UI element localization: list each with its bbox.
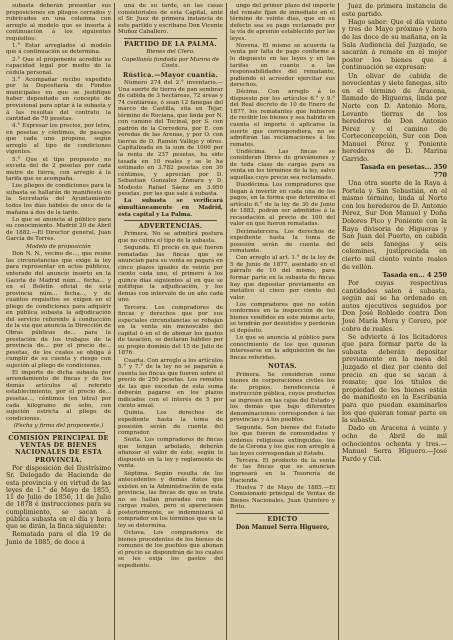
paragraph: Octava. Los compradores de bienes procedentes de los bienes de comunes de los pueblos que abonan el precio se dispondrán de los cuales se les exija los gastos del expediente. — [118, 530, 223, 569]
paragraph: Dado en Aracena á veinte y ocho de Abril de mil ochocientos ochenta y tres.—Manuel Serra Higuero.—José Pardo y Cid. — [342, 424, 447, 463]
paragraph: Undécima. Las fincas se consideran libres de gravámenes y de toda clase de cargas para su venta en los términos de la ley, salvo aquellas cuyo precio sea reclamado. — [230, 148, 335, 181]
paragraph: Tercera. Los compradores de fincas y derechos que por sus especiales circunstancias se rebajan en la venta sin menoscabo del capital ó en el de abonar los gastos de tasación, se declaran hábiles por su propio dominio del 15 de Julio de 1876. — [118, 304, 223, 357]
paragraph: Novena. El mismo se acuerda la venta por falta de pago conforme á lo dispuesto en las leyes y en las tarifas en cuanto a las responsabilidades del rematante, pudiendo el acreedor ejercitar sus derechos. — [230, 42, 335, 89]
paragraph: Sexta. Los compradores de fincas que tengan arbolado, deberán afianzar el valor de éste, según lo dispuesto en la ley y reglamento de venta. — [118, 437, 223, 470]
paragraph: Los compradores que no estén conformes en la inspección de los bienes vendidos en este mismo acto, se tendrán por desistidos y perderán el depósito. — [230, 301, 335, 334]
paragraph: Don N. N., vecino de..., que reune las circunstancias que exige la ley para representar en actos públicos, enterado del anuncio inserto en la Gaceta de Madrid núm... fecha... y en el Boletín oficial de esta provincia núm... fecha..., y de cuantos requisitos se exigen en el pliego de condiciones para adquirir en pública subasta la adjudicación del servicio referente á conducción de la vía que anuncia la Dirección de Obras públicas de... para la prestación de los trabajos de la provincia de... por el precio de... pesetas, de los cuales se obliga á cumplir de su cuenta y riesgo con sujeción al pliego de condiciones. — [6, 251, 111, 369]
paragraph: Juez de primera instancia de este partido. — [342, 3, 447, 18]
divider — [12, 432, 105, 433]
paragraph: Con arreglo al art. 1.° de la ley de 5 de Junio de 1877, asentado en el párrafo de 10 del mismo, para formar parte en la subasta de fincas hay que depositar previamente en metálico el cinco por ciento del valor. — [230, 255, 335, 301]
paragraph: Primera. Se consideran como bienes de corporaciones civiles los de propios, beneficencia é instrucción pública, cuyos productos se ingresen en las cajas del Estado y los demás que bajo diferentes denominaciones corresponden á las provincias y á los pueblos. — [230, 371, 335, 424]
paragraph: Primera. No se admitirá postura que no cubra el tipo de la subasta. — [118, 231, 223, 244]
section-heading: COMISIÓN PRINCIPAL DE VENTAS DE BIENES NACIONALES DE ESTA PROVINCIA. — [8, 434, 109, 464]
paragraph: La subasta se verificará simultáneamente en Madrid, esta capital y La Palma. — [118, 198, 223, 218]
divider — [124, 38, 217, 39]
paragraph: 2.° Que el proponente acredite su capacidad legal por medio de la cédula personal. — [6, 56, 111, 76]
divider — [236, 513, 329, 514]
paragraph: Huelva 7 de Mayo de 1885.—El Comisionado principal de Ventas de Bienes Nacionales, Juan Quintero y Brito. — [230, 484, 335, 511]
paragraph: Los pliegos de condiciones para la subasta se hallarán de manifiesto en la Secretaría del Ayuntamiento todos los días hábiles de once de la mañana á dos de la tarde. — [6, 183, 111, 216]
paragraph: Rematada para el día 19 de Junio de 1885, de doce á — [6, 531, 111, 546]
section-heading: Rústica.—Mayor cuantía. — [122, 71, 219, 79]
column-2 — [114, 3, 226, 640]
paragraph: Décima. Con arreglo á lo dispuesto por los artículos 6.° y 9.° del Real decreto de 10 de Enero de 1877, los rematantes que hubieren de recibir los bienes y sea habido en cuenta el importe ó aplicarse la suerte que correspondiera, no se admitirán las reclamaciones á los remates. — [230, 89, 335, 148]
section-heading: PARTIDO DE LA PALMA. — [124, 40, 217, 48]
paragraph: Por disposición del Ilustrísimo Sr. Delegado de Hacienda de esta provincia y en virtud de las leyes de 1.° de Mayo de 1855, 11 de Julio de 1856, 11 de Julio de 1878 é instrucciones para su cumplimiento, se sacan á pública subasta en el día y hora que se dirán, la finca siguiente: — [6, 464, 111, 531]
paragraph: Por cuyas respectivas cantidades salen á subasta, según así se ha ordenado en autos ejecutivos seguidos por Don José Robledo contra Don José María Mora y Cerero, por cobro de reales. — [342, 278, 447, 333]
paragraph: ungo del primer plazo del importe del remate fijan de inmediato en el término de veinte días, que en su defecto sea su pago reclamado por la vía de apremio establecido por las leyes. — [230, 3, 335, 42]
paragraph: Lo que se anuncia al público para su conocimiento. Madrid 20 de Abril de 1882.—El Director general, Juan García de Torres. — [6, 216, 111, 243]
column-1 — [3, 3, 114, 640]
divider — [124, 220, 217, 221]
paragraph: Duodécima. Los compradores que llegan á invertir en cada una de los pagos, en la forma que determina el artículo 6.° de la ley de 30 de Junio de 1882, podrán ser admitidos á la recaudación al precio de 100 del valor en que fueron rematadas. — [230, 182, 335, 228]
paragraph: 5.° Que el tipo propuesto no exceda del de 2 pesetas por cada metro de tierra, con arreglo á la tarifa que se acompaña. — [6, 156, 111, 183]
section-heading: Modelo de proposición — [26, 243, 91, 250]
paragraph: Número 274 del 2.° inventario.—Una suerte de tierra de pan sembrar de cabida de 3 hectáreas, 72 áreas y 74 centiáreas, ó sean 12 fanegas del marco de Castilla, sita en Tejar, término de Rociana, que linda por N. con camino del Tocinal, por S. con padrón de la Corredera, por E. con veredas de las Arenas, y por O. con tierras de D. Ramón Vallejo y otros. Capitalizada en la sum de 1000 por la renta de 237 pesetas, ha sido tasada en 10 reales y se le ha estimado en 3.782 pesetas con 30 céntimos, y aprecian por D. Sebastian Gonzalez Zúmara y D. Modesto Rafael Sáenz en 3.950 pesetas, por las que sale á subasta. — [118, 79, 223, 198]
paragraph: El importe de dicha subasta por arrendamiento de fincas y de los demás artículos al referido establecimiento, por el precio de... pesetas..., céntimos (en letra) por cada kilogramo de sebo, con sujeción estricta al pliego de condiciones. — [6, 369, 111, 422]
paragraph: Séptima. Según resulta de los antecedentes y demás datos que existen en la Administración de esta provincia, las fincas de que se trata no se hallan gravadas con más cargas reales, pero si apareciesen posteriormente, se indemnizará al comprador en los términos que en la ley se determina. — [118, 470, 223, 529]
paragraph: Tercera. El producto de la venta de las fincas que se anuncian ingresará en la Tesorería de Hacienda. — [230, 457, 335, 484]
paragraph: Segunda. El precio en que fueren rematadas las fincas que se anuncian para su venta se pagará en cinco plazos iguales de veinte por ciento cada uno, el primero á los quince días siguientes al en que se notifique la adjudicación, y los demás con intervalo de un año cada uno. — [118, 245, 223, 304]
section-heading: EDICTO — [267, 515, 298, 523]
subheading: Bienes del Clero. — [146, 49, 195, 56]
paragraph: Hago saber: Que el día veinte y tres de Mayo próximo y hora de las doce de su mañana, en la Sala Audiencia del Juzgado, se sacarán á remate en el mejor postor los bienes que á continuación se expresan: — [342, 17, 447, 72]
paragraph: Quinta. Los derechos de expediente hasta la toma de posesión serán de cuenta del comprador. — [118, 410, 223, 437]
paragraph: 3.° Acompañar recibo expedido por la Depositaría de Fondos municipales en que se justifique haber depositado en concepto de provisional para optar á la subasta y á las resultas del contrato la cantidad de 70 pesetas. — [6, 76, 111, 123]
paragraph: subasta deberán presentar sus proposiciones en pliegos cerrados y rubricados en una columna con arreglo al modelo que se inserta á continuación á los siguientes requisitos: — [6, 3, 111, 42]
paragraph: una de su tarde, en las casas consistoriales de esta Capital, ante el Sr. Juez de primera instancia de este partido y escribano Don Vicente Muñoz Caballero. — [118, 3, 223, 36]
paragraph: 1.° Estar arreglados al modelo que á continuación se determina. — [6, 42, 111, 56]
paragraph: Tasada en... 4 250 — [382, 270, 447, 279]
signature-note: (Fecha y firma del proponente.) — [13, 423, 104, 430]
column-4 — [338, 3, 450, 640]
paragraph: Cuarta. Con arreglo a los artículos 5.° y 7.° de la ley no se pagarán á cuenta las fincas que fueren sobre el precio de 250 pesetas. Los remates de las que excedan de esta suma deberán pagarse en los plazos indicados con el interés de 5 por ciento anual. — [118, 357, 223, 410]
paragraph: Tasada en pesetas... 350 770 — [360, 163, 447, 179]
column-3 — [226, 3, 338, 640]
paragraph: Lo que se anuncia al público para conocimiento de los que quieran interesarse en la adquisición de las fincas referidas. — [230, 335, 335, 361]
section-heading: NOTAS. — [268, 363, 297, 371]
columns — [3, 3, 450, 640]
section-heading: ADVERTENCIAS. — [138, 223, 203, 231]
edict-author: Don Manuel Serra Higuero, — [235, 524, 330, 532]
paragraph: Un olivar de cabida de novecientas y siete fanegas, sito en el término de Aracena, llamado de Higueras, linda por Norte con D. Antonio Mora, Levante tierras de los herederos de Don Antonio Pérez y el camino de Corteconcepción, Sur con Don Manuel Pérez y Poniente herederos de D. Marina Garrido. — [342, 71, 447, 164]
paragraph: Segunda. Son bienes del Estado los que fueren de comunidades y órdenes religiosas extinguidas, los de la Corona y los que con arreglo á las leyes correspondan al Estado. — [230, 424, 335, 457]
paragraph: 4.° Expresar los precios, por letra, en pesetas y céntimos, de pasajes que cada uno propone, según arreglo al tipo de condiciones vigentes. — [6, 123, 111, 156]
paragraph: Se advierte á los licitadores que para formar parte de la subasta deberán depositar previamente en la mesa del Juzgado el diez por ciento del precio en que se sacan á remate; que los títulos de propiedad de los bienes están de manifiesto en la Escribanía para que puedan examinarlos los que quieran tomar parte en la subasta. — [342, 332, 447, 425]
paragraph: Una otra suerte de la Raya á Portela y San Sebastián, en el mismo término, linda al Norte con los herederos de D. Antonio Pérez, Sur Don Manuel y Doña Dolores Pico y Poniente con la Raya divisoria de Higueras y San Juan del Puerto, en cabida de seis fanegas y seis celemines, justipreciada en cierto mil ciento veinte reales de vellón. — [342, 179, 447, 271]
subheading: Capellanía fundada por Marina de Costa. — [121, 56, 220, 70]
paragraph: Decimatercera. Los derechos de expediente hasta la toma de posesión serán de cuenta del rematante. — [230, 228, 335, 255]
